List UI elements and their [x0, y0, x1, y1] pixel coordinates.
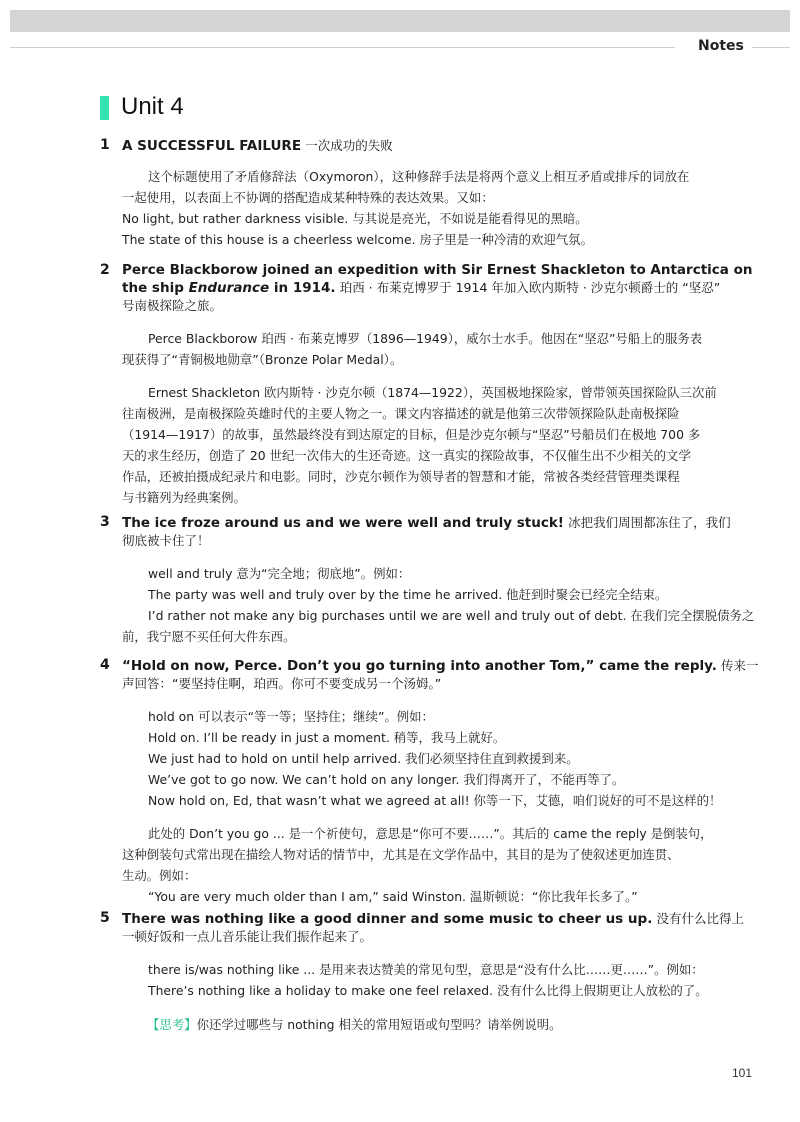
notes-label: Notes: [698, 38, 744, 54]
note-heading-zh: 没有什么比得上: [656, 911, 744, 926]
notes-divider-right: [752, 47, 790, 48]
note-heading-zh: 号南极探险之旅。: [122, 298, 223, 313]
unit-title: Unit 4: [121, 93, 184, 120]
explanation-line: hold on 可以表示“等一等；坚持住；继续”。例如：: [148, 709, 434, 724]
note-number: 1: [100, 137, 110, 153]
note-number: 3: [100, 514, 110, 530]
note-heading: [122, 514, 731, 550]
example-line: I’d rather not make any big purchases until we are well and truly out of debt. 在我们完全摆脱债务之: [148, 608, 755, 623]
unit-accent-bar: [100, 96, 109, 120]
note-item-2: [100, 262, 753, 508]
note-heading: [122, 657, 759, 693]
paragraph-line: 此处的 Don’t you go ... 是一个祈使句，意思是“你可不要……”。其后的 came the reply 是倒装句，: [148, 826, 713, 841]
explanation-line: there is/was nothing like ... 是用来表达赞美的常见句型，意思是“没有什么比……更……”。例如：: [148, 962, 704, 977]
example-line: We’ve got to go now. We can’t hold on any longer. 我们得离开了，不能再等了。: [148, 772, 625, 787]
note-number: 2: [100, 262, 110, 278]
note-heading-zh: 一顿好饭和一点儿音乐能让我们振作起来了。: [122, 929, 373, 944]
paragraph-line: 天的求生经历，创造了 20 世纪一次伟大的生还奇迹。这一真实的探险故事，不仅催生出不少相关的文学: [122, 448, 691, 463]
note-heading-en: The ice froze around us and we were well and truly stuck!: [122, 515, 564, 531]
notes-divider-left: [10, 47, 675, 48]
note-body: [122, 166, 712, 250]
paragraph-line: （1914—1917）的故事，虽然最终没有到达原定的目标，但是沙克尔顿与“坚忍”号船员们在极地 700 多: [122, 427, 701, 442]
think-tag: 【思考】: [147, 1017, 197, 1032]
note-body: [122, 563, 755, 647]
note-item-1: [100, 137, 712, 250]
paragraph-line: 作品，还被拍摄成纪录片和电影。同时，沙克尔顿作为领导者的智慧和才能，常被各类经营管理类课程: [122, 469, 680, 484]
example-line: “You are very much older than I am,” said Winston. 温斯顿说：“你比我年长多了。”: [148, 889, 638, 904]
note-item-5: [100, 910, 744, 1001]
example-line: The state of this house is a cheerless welcome. 房子里是一种冷清的欢迎气氛。: [122, 232, 593, 247]
note-heading-en: in 1914.: [269, 280, 336, 296]
note-number: 5: [100, 910, 110, 926]
paragraph-line: 现获得了“青铜极地勋章”（Bronze Polar Medal）。: [122, 352, 403, 367]
explanation-line: well and truly 意为“完全地；彻底地”。例如：: [148, 566, 411, 581]
paragraph-line: Perce Blackborow 珀西 · 布莱克博罗（1896—1949），威尔士水手。他因在“坚忍”号船上的服务表: [148, 331, 703, 346]
page-number: 101: [732, 1066, 753, 1080]
note-heading-en: the ship: [122, 280, 189, 296]
note-heading-zh: 声回答：“要坚持住啊，珀西。你可不要变成另一个汤姆。”: [122, 676, 442, 691]
note-item-3: [100, 514, 755, 647]
example-line: Now hold on, Ed, that wasn’t what we agreed at all! 你等一下，艾德，咱们说好的可不是这样的！: [148, 793, 722, 808]
note-heading-en: There was nothing like a good dinner and some music to cheer us up.: [122, 911, 653, 927]
example-line: Hold on. I’ll be ready in just a moment. 稍等，我马上就好。: [148, 730, 506, 745]
note-heading-zh: 珀西 · 布莱克博罗于 1914 年加入欧内斯特 · 沙克尔顿爵士的 “坚忍”: [339, 280, 721, 295]
note-heading: [122, 910, 744, 946]
note-number: 4: [100, 657, 110, 673]
header-bar: [10, 10, 790, 32]
note-heading-en: “Hold on now, Perce. Don’t you go turning into another Tom,” came the reply.: [122, 658, 717, 674]
paragraph-line: 生动。例如：: [122, 868, 197, 883]
note-item-4: [100, 657, 759, 907]
paragraph-line: 这种倒装句式常出现在描绘人物对话的情节中，尤其是在文学作品中，其目的是为了使叙述更加连贯、: [122, 847, 680, 862]
note-heading-zh: 彻底被卡住了！: [122, 533, 210, 548]
ship-name: Endurance: [188, 280, 270, 296]
note-body: [148, 959, 712, 1001]
paragraph-line: 往南极洲，是南极探险英雄时代的主要人物之一。课文内容描述的就是他第三次带领探险队赴南极探险: [122, 406, 680, 421]
note-heading-zh: 一次成功的失败: [305, 138, 393, 153]
paragraph-line: 一起使用，以表面上不协调的搭配造成某种特殊的表达效果。又如：: [122, 190, 494, 205]
paragraph-line: 与书籍列为经典案例。: [122, 490, 246, 505]
think-prompt: [147, 1015, 562, 1033]
paragraph-line: 这个标题使用了矛盾修辞法（Oxymoron），这种修辞手法是将两个意义上相互矛盾或排斥的词放在: [148, 169, 690, 184]
example-line: We just had to hold on until help arrived. 我们必须坚持住直到救援到来。: [148, 751, 579, 766]
note-heading: [122, 262, 753, 315]
example-line: There’s nothing like a holiday to make one feel relaxed. 没有什么比得上假期更让人放松的了。: [148, 983, 708, 998]
note-heading-en: A SUCCESSFUL FAILURE: [122, 138, 302, 154]
example-line: The party was well and truly over by the time he arrived. 他赶到时聚会已经完全结束。: [148, 587, 668, 602]
example-line: 前，我宁愿不买任何大件东西。: [122, 629, 296, 644]
note-heading-zh: 传来一: [720, 658, 759, 673]
note-body: [122, 328, 717, 508]
note-heading: [122, 137, 712, 155]
example-line: No light, but rather darkness visible. 与其说是亮光，不如说是能看得见的黑暗。: [122, 211, 588, 226]
think-text: 你还学过哪些与 nothing 相关的常用短语或句型吗？请举例说明。: [196, 1017, 562, 1032]
note-heading-en: Perce Blackborow joined an expedition with Sir Ernest Shackleton to Antarctica on: [122, 262, 753, 278]
note-heading-zh: 冰把我们周围都冻住了，我们: [568, 515, 731, 530]
paragraph-line: Ernest Shackleton 欧内斯特 · 沙克尔顿（1874—1922），英国极地探险家，曾带领英国探险队三次前: [148, 385, 717, 400]
note-body: [122, 706, 722, 907]
